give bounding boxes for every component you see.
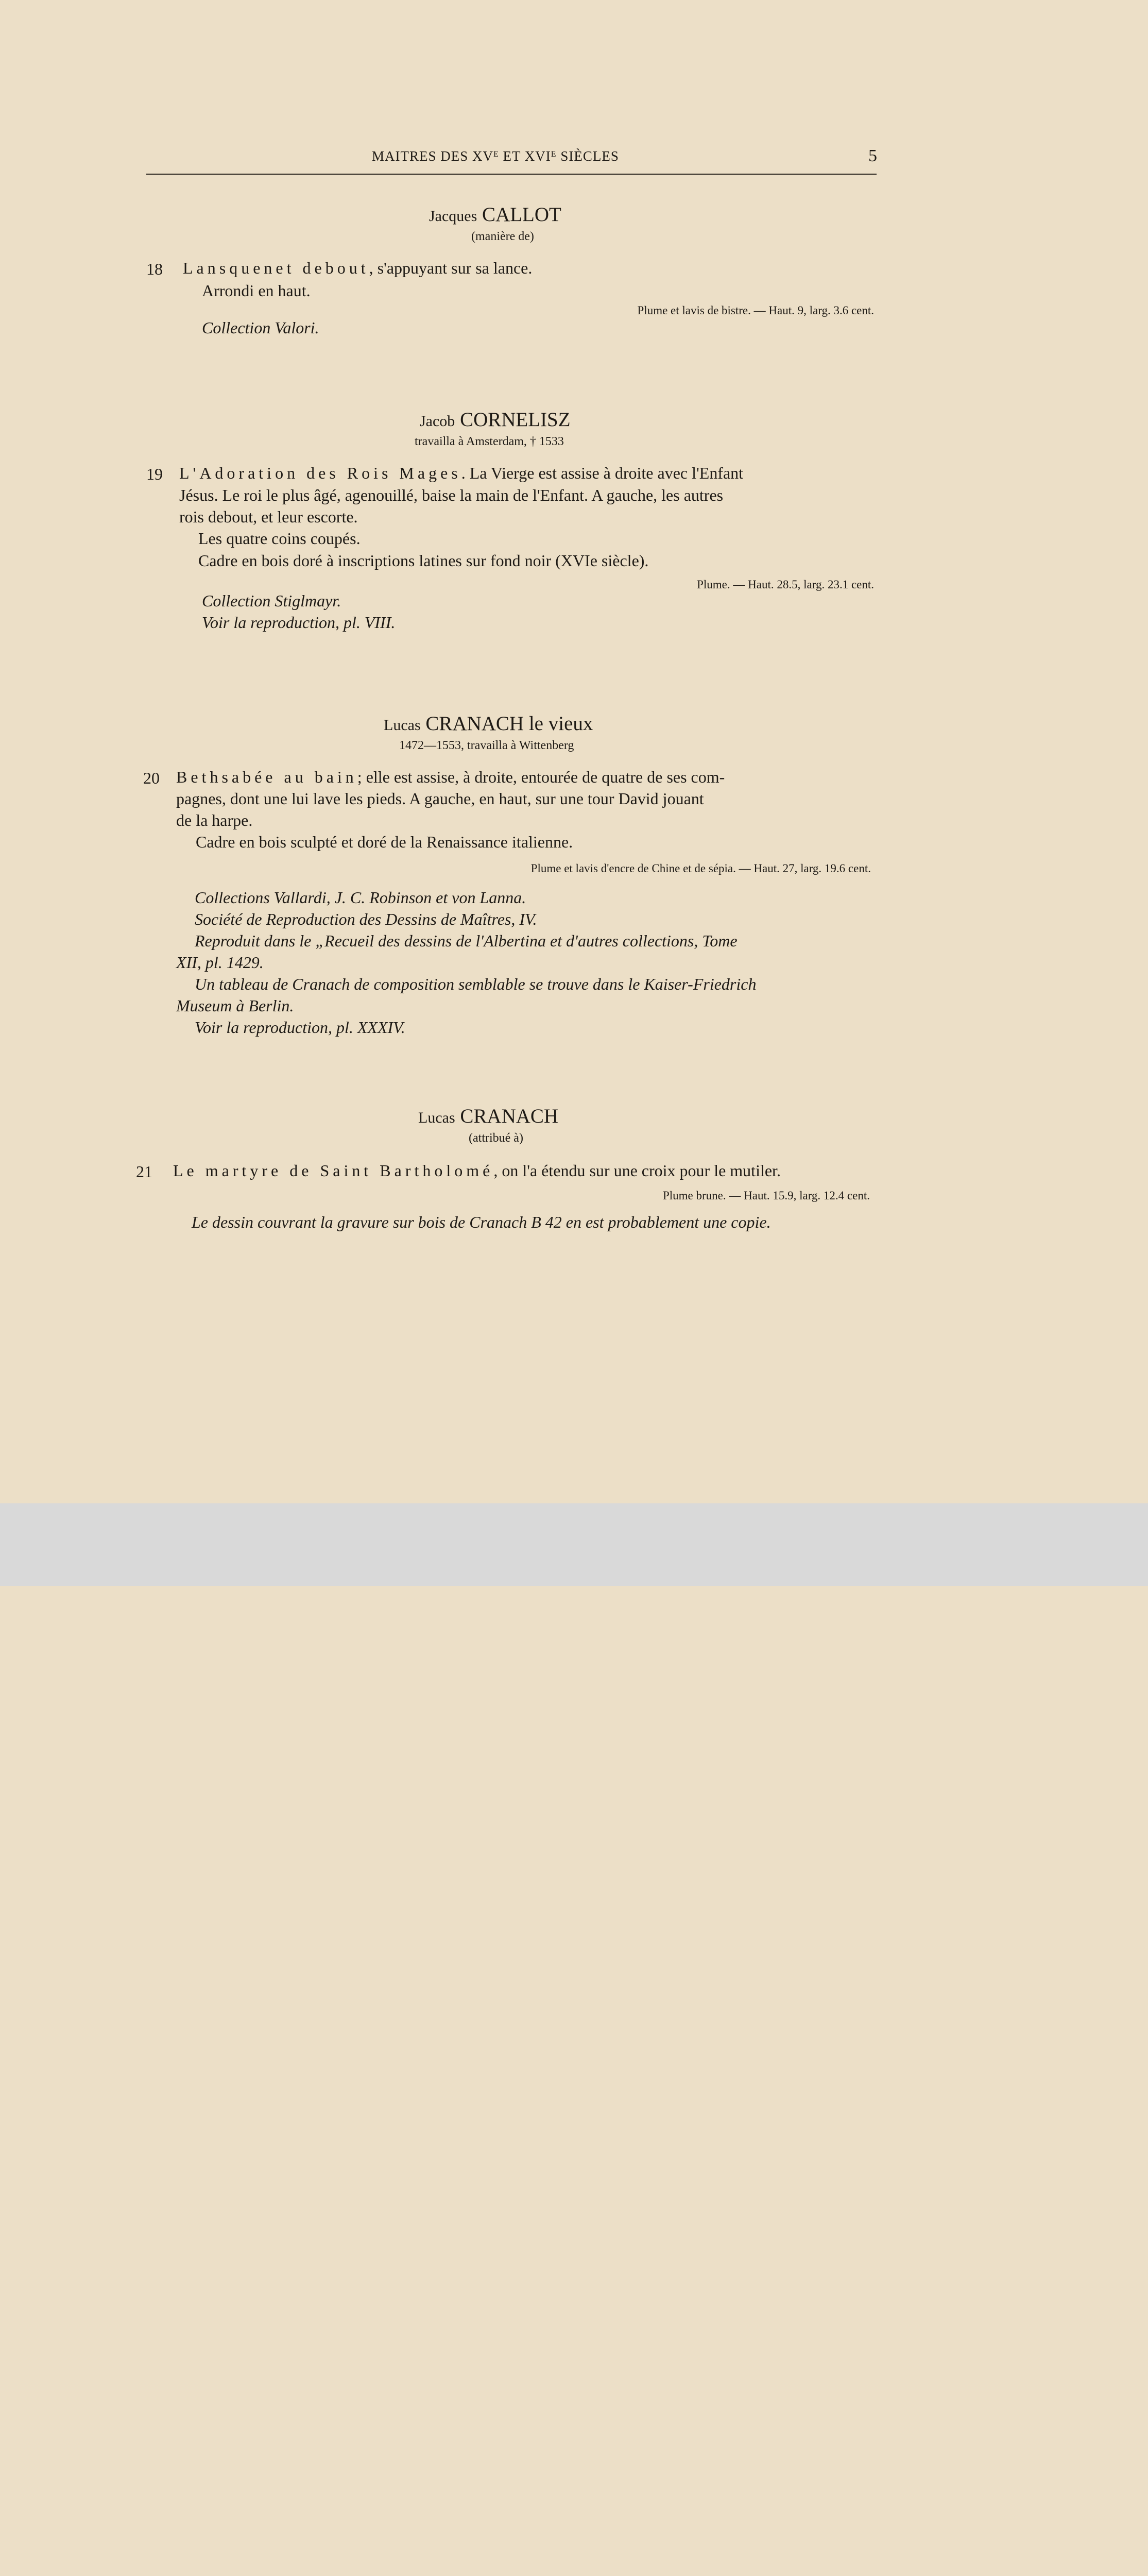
entry-title: Bethsabée au bain xyxy=(176,768,357,786)
entry-number: 20 xyxy=(143,769,160,787)
entry-title: Lansquenet debout xyxy=(183,259,369,277)
footer-bar xyxy=(0,1503,1148,1586)
entry-line: Cadre en bois doré à inscriptions latines sur fond noir (XVIe siècle). xyxy=(198,551,649,570)
entry-text: , on l'a étendu sur une croix pour le mutiler. xyxy=(493,1161,781,1180)
technique-line: Plume et lavis d'encre de Chine et de sépia. — Haut. 27, larg. 19.6 cent. xyxy=(530,862,871,875)
entry-line: de la harpe. xyxy=(176,811,253,829)
note-line: Société de Reproduction des Dessins de Maîtres, IV. xyxy=(195,910,537,928)
artist-name: CRANACH le vieux xyxy=(420,713,593,735)
entry-line: rois debout, et leur escorte. xyxy=(179,507,358,526)
entry-line xyxy=(173,1161,781,1180)
technique-line: Plume et lavis de bistre. — Haut. 9, larg. 3.6 cent. xyxy=(637,304,874,317)
artist-subtitle: (attribué à) xyxy=(469,1131,523,1145)
reproduction-line: Voir la reproduction, pl. XXXIV. xyxy=(195,1018,405,1037)
note-line: Un tableau de Cranach de composition semblable se trouve dans le Kaiser-Friedrich xyxy=(195,975,757,993)
entry-line: Jésus. Le roi le plus âgé, agenouillé, baise la main de l'Enfant. A gauche, les autres xyxy=(179,486,724,504)
collection-line: Collection Valori. xyxy=(202,318,319,337)
artist-heading-cranach xyxy=(418,1105,558,1128)
entry-number: 18 xyxy=(146,260,163,278)
artist-first-name: Lucas xyxy=(418,1109,455,1126)
artist-heading-cornelisz xyxy=(420,408,571,431)
header-text: MAITRES DES XV xyxy=(372,148,494,164)
artist-name: CALLOT xyxy=(477,204,561,226)
artist-name: CORNELISZ xyxy=(455,409,571,431)
page-number: 5 xyxy=(868,146,877,165)
technique-line: Plume. — Haut. 28.5, larg. 23.1 cent. xyxy=(697,578,874,591)
technique-line: Plume brune. — Haut. 15.9, larg. 12.4 cent. xyxy=(662,1189,870,1202)
note-line: Museum à Berlin. xyxy=(176,996,294,1015)
header-sup: E xyxy=(493,150,499,159)
entry-title: L'Adoration des Rois Mages xyxy=(179,464,461,482)
note-line: Le dessin couvrant la gravure sur bois de Cranach B 42 en est probablement une copie. xyxy=(192,1213,771,1231)
artist-heading-callot xyxy=(429,203,561,226)
entry-text: , s'appuyant sur sa lance. xyxy=(369,259,533,277)
artist-first-name: Lucas xyxy=(384,717,421,734)
entry-title: Le martyre de Saint Bartholomé xyxy=(173,1161,494,1180)
artist-heading-cranach-le-vieux xyxy=(384,712,593,735)
reproduction-line: Voir la reproduction, pl. VIII. xyxy=(202,613,396,632)
entry-line: Cadre en bois sculpté et doré de la Renaissance italienne. xyxy=(196,833,573,851)
header-rule xyxy=(146,174,877,175)
entry-text: . La Vierge est assise à droite avec l'Enfant xyxy=(461,464,744,482)
artist-subtitle: travailla à Amsterdam, † 1533 xyxy=(415,435,564,448)
entry-line: Les quatre coins coupés. xyxy=(198,529,361,548)
note-line: Collections Vallardi, J. C. Robinson et von Lanna. xyxy=(195,888,526,907)
header-text: ET XVI xyxy=(499,148,551,164)
collection-line: Collection Stiglmayr. xyxy=(202,591,341,610)
entry-number: 19 xyxy=(146,465,163,483)
running-header xyxy=(372,148,619,164)
artist-subtitle: (manière de) xyxy=(471,230,534,243)
entry-line xyxy=(179,464,743,483)
entry-line: pagnes, dont une lui lave les pieds. A gauche, en haut, sur une tour David jouant xyxy=(176,789,704,808)
entry-line: Arrondi en haut. xyxy=(202,281,311,300)
artist-first-name: Jacques xyxy=(429,208,477,225)
entry-text: ; elle est assise, à droite, entourée de quatre de ses com- xyxy=(357,768,725,786)
note-line: XII, pl. 1429. xyxy=(176,953,264,972)
entry-line xyxy=(183,259,532,278)
header-text: SIÈCLES xyxy=(556,148,619,164)
note-line: Reproduit dans le „Recueil des dessins de l'Albertina et d'autres collections, Tome xyxy=(195,931,738,950)
entry-number: 21 xyxy=(136,1162,152,1181)
artist-first-name: Jacob xyxy=(420,413,455,430)
artist-subtitle: 1472—1553, travailla à Wittenberg xyxy=(399,739,574,752)
header-sup: E xyxy=(551,150,557,159)
artist-name: CRANACH xyxy=(455,1105,559,1127)
entry-line xyxy=(176,768,725,787)
